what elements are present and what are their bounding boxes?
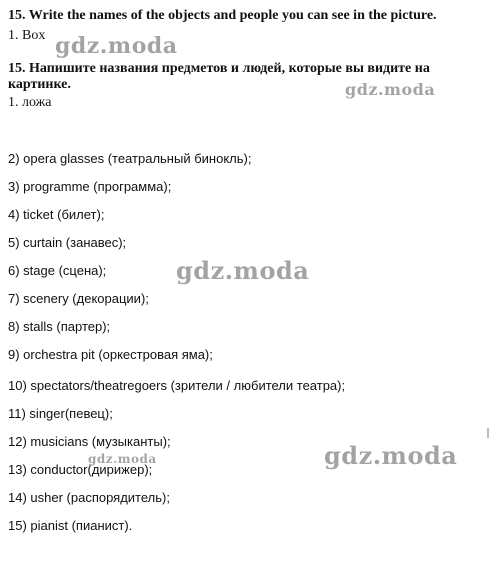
exercise-ru-title-line2: картинке.: [8, 77, 71, 92]
list-item: 10) spectators/theatregoers (зрители / любители театра);: [8, 378, 346, 393]
list-item: 9) orchestra pit (оркестровая яма);: [8, 347, 213, 362]
list-item: 7) scenery (декорации);: [8, 291, 149, 306]
list-item: 12) musicians (музыканты);: [8, 434, 171, 449]
list-item: 8) stalls (партер);: [8, 319, 111, 334]
watermark: gdz.moda: [176, 256, 310, 285]
exercise-ru-first-item: 1. ложа: [8, 95, 52, 110]
list-item: 13) conductor(дирижер);: [8, 462, 153, 477]
watermark: gdz.moda: [88, 452, 157, 466]
page-edge-mark: [487, 428, 489, 438]
list-item: 2) opera glasses (театральный бинокль);: [8, 151, 252, 166]
list-item: 11) singer(певец);: [8, 406, 113, 421]
exercise-en-title: 15. Write the names of the objects and people you can see in the picture.: [8, 8, 437, 23]
watermark: gdz.moda: [324, 441, 458, 470]
watermark: gdz.moda: [55, 33, 178, 59]
exercise-ru-title-line1: 15. Напишите названия предметов и людей, которые вы видите на: [8, 61, 430, 76]
list-item: 6) stage (сцена);: [8, 263, 107, 278]
watermark: gdz.moda: [345, 80, 436, 99]
list-item: 4) ticket (билет);: [8, 207, 105, 222]
list-item: 15) pianist (пианист).: [8, 518, 133, 533]
list-item: 3) programme (программа);: [8, 179, 172, 194]
list-item: 5) curtain (занавес);: [8, 235, 127, 250]
exercise-en-first-item: 1. Box: [8, 28, 46, 43]
list-item: 14) usher (распорядитель);: [8, 490, 170, 505]
